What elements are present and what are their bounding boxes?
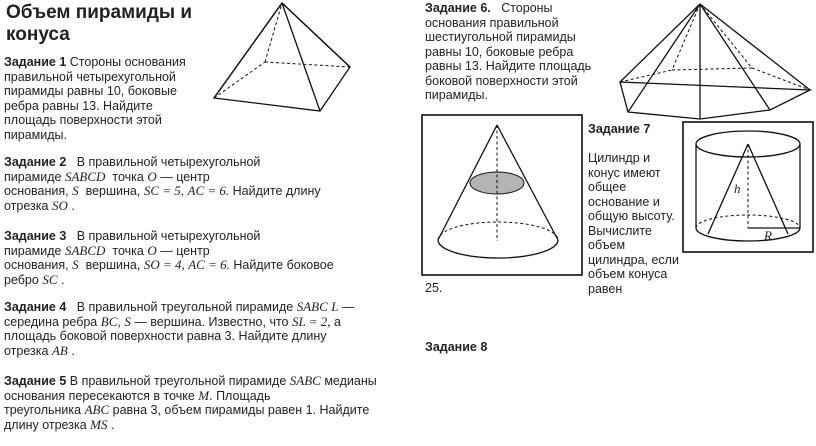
task-2-math: SABCD (64, 168, 106, 184)
task-7-label: Задание 7 (588, 122, 651, 136)
task-2-text: пирамиде (4, 169, 62, 184)
task-8 (425, 340, 487, 355)
task-3-math: AC = 6. (188, 257, 230, 272)
task-4-math: BC (100, 313, 118, 329)
task-5-text: равна 3, объем пирамиды равен 1. Найдите (112, 403, 370, 417)
task-2-text: точка (112, 169, 144, 184)
task-3-math: O (147, 242, 157, 258)
task-2-text-line1: В правильной четырехугольной (76, 155, 261, 169)
radius-label: R (764, 228, 772, 243)
task-4-math: SABC (296, 299, 328, 314)
task-3-math: SO = 4, (143, 257, 185, 272)
task-2-math: AC = 6. (187, 183, 230, 198)
task-3-text: ребро (4, 272, 39, 287)
task-5-text: . Площадь (209, 388, 271, 403)
task-3-text: точка (112, 243, 144, 258)
task-5-text: длину отрезка (4, 417, 87, 432)
task-5-text: основания пересекаются в точке (4, 388, 195, 403)
task-4-text: — вершина. Известно, что (134, 314, 289, 329)
task-5-math: ABC (84, 402, 110, 417)
task-5-text: медианы (324, 374, 377, 388)
task-2-math: S (72, 183, 79, 198)
task-1-text: Стороны основания правильной четырехугольной пирамиды равны 10, боковые ребра равны 13. Найдите площадь поверхности этой пирамиды. (4, 55, 186, 142)
task-2-text: отрезка (4, 198, 49, 213)
task-5-math: SABC (289, 373, 321, 388)
task-3-text: основания, (4, 258, 69, 272)
task-4-text: площадь боковой поверхности равна 3. Найдите длину (4, 329, 327, 343)
task-4-text: , (117, 314, 121, 329)
task-4-label: Задание 4 (4, 300, 67, 314)
task-2-math: SO (51, 197, 68, 213)
task-2-label: Задание 2 (4, 155, 67, 169)
task-4-text: а (334, 314, 341, 329)
task-4-text: середина ребра (4, 314, 98, 329)
task-3-label: Задание 3 (4, 229, 67, 243)
task-2-math: O (147, 168, 157, 184)
task-5-text: . (110, 417, 115, 432)
task-2-text: основания, (4, 184, 69, 198)
task-4-text: В правильной треугольной пирамиде (76, 300, 294, 314)
task-5-label: Задание 5 (4, 374, 67, 388)
task-3-text: вершина, (85, 258, 141, 272)
task-7-text: Цилиндр и конус имеют общее основание и общую высоту. Вычислите объем цилиндра, если объем конуса равен (588, 151, 679, 296)
task-3-math: SABCD (64, 242, 106, 258)
task-3-text: пирамиде (4, 243, 62, 258)
task-8-label: Задание 8 (425, 340, 488, 354)
task-2-text: вершина, (85, 184, 141, 198)
task-5-math: MS (90, 416, 108, 432)
task-3-text: . (60, 272, 65, 287)
task-4-math: S (124, 313, 131, 329)
task-1-label: Задание 1 (4, 55, 67, 69)
task-4-math: SL = 2, (292, 313, 331, 329)
task-3-text: Найдите боковое (233, 258, 334, 272)
task-5-text: треугольника (4, 403, 82, 417)
task-5-math: M (198, 387, 210, 403)
task-5-text: В правильной треугольной пирамиде (69, 374, 287, 388)
page-title: Объем пирамиды и конуса (6, 2, 193, 45)
task-3-math: S (72, 257, 79, 272)
task-2-text: — центр (160, 169, 210, 184)
task-4-text: отрезка (4, 343, 49, 358)
task-3-text-line1: В правильной четырехугольной (76, 229, 261, 243)
task-4-text: . (71, 343, 75, 358)
task-7-end: 25. (425, 281, 443, 295)
task-4-text: — (341, 300, 355, 314)
task-2-text: . (71, 198, 75, 213)
task-6-label: Задание 6. (425, 1, 491, 15)
height-label: h (734, 181, 741, 196)
task-2-math: SC = 5, (143, 183, 185, 198)
task-4-math: AB (51, 342, 68, 358)
task-3-math: SC (42, 271, 58, 287)
task-3-text: — центр (160, 243, 210, 258)
task-2-text: Найдите длину (232, 184, 321, 198)
task-4-math: L (331, 299, 339, 314)
task-6-text: Стороны основания правильной шестиугольной пирамиды равны 10, боковые ребра равны 13. Найдите площадь боковой поверхности этой пирамиды. (425, 1, 592, 102)
